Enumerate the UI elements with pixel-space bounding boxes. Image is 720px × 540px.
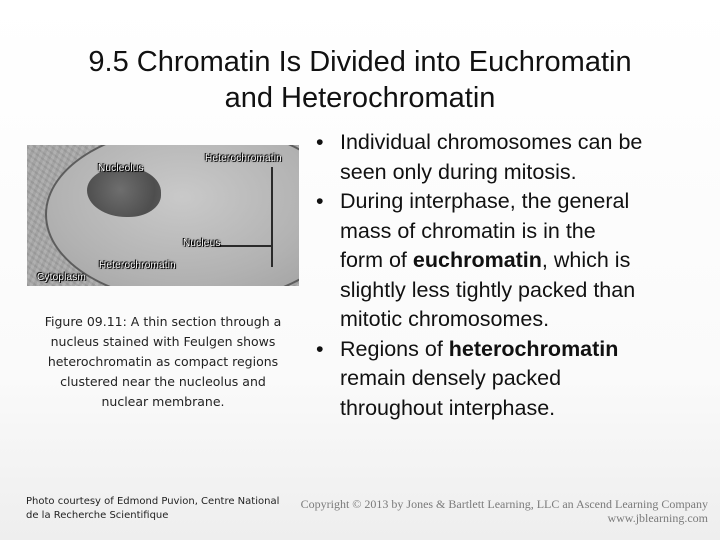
bullet-line (340, 246, 708, 276)
label-heterochromatin-bottom: Heterochromatin (99, 260, 176, 271)
figure-caption (20, 312, 306, 412)
slide-title-line: 9.5 Chromatin Is Divided into Euchromatin (88, 46, 632, 78)
bullet-line: seen only during mitosis. (340, 159, 577, 184)
copyright-notice (301, 497, 708, 525)
caption-line: nuclear membrane. (101, 394, 225, 409)
bullet-item (308, 128, 708, 187)
bullet-text: Regions of (340, 336, 449, 361)
bullet-marker: • (316, 189, 324, 213)
label-cytoplasm: Cytoplasm (37, 272, 87, 283)
caption-line: nucleus stained with Feulgen shows (50, 334, 276, 349)
slide-title-line: and Heterochromatin (224, 82, 496, 114)
nucleus-pointer-line (215, 245, 271, 247)
term-heterochromatin: heterochromatin (448, 336, 619, 361)
bullet-list (308, 128, 708, 423)
bullet-item (308, 335, 708, 424)
slide-title (20, 44, 700, 116)
bullet-line: mitotic chromosomes. (340, 307, 550, 331)
bullet-line: throughout interphase. (340, 395, 556, 420)
photo-credit (26, 495, 286, 523)
bullet-line: Individual chromosomes can be (340, 130, 643, 154)
bullet-marker: • (316, 336, 324, 361)
caption-line: heterochromatin as compact regions (47, 354, 279, 369)
caption-line: Figure 09.11: A thin section through a (44, 314, 282, 329)
credit-line: de la Recherche Scientifique (26, 510, 169, 521)
label-nucleus: Nucleus (183, 238, 221, 249)
label-nucleolus: Nucleolus (98, 163, 144, 174)
heterochromatin-pointer-line (271, 167, 273, 267)
bullet-item (308, 187, 708, 335)
bullet-line (340, 335, 708, 365)
nucleolus-region (87, 167, 161, 217)
bullet-line: mass of chromatin is in the (340, 218, 596, 243)
copyright-url: www.jblearning.com (607, 511, 708, 525)
credit-line: Photo courtesy of Edmond Puvion, Centre National (26, 496, 280, 507)
bullet-text: form of (340, 248, 413, 272)
bullet-line: remain densely packed (340, 366, 562, 390)
bullet-marker: • (316, 130, 324, 154)
bullet-line: slightly less tightly packed than (340, 277, 636, 302)
bullet-text: , which is (541, 248, 631, 272)
micrograph-image (27, 145, 299, 286)
bullet-line: During interphase, the general (340, 189, 630, 213)
caption-line: clustered near the nucleolus and (60, 374, 266, 389)
label-heterochromatin-top: Heterochromatin (205, 153, 282, 164)
term-euchromatin: euchromatin (412, 248, 542, 272)
copyright-line: Copyright © 2013 by Jones & Bartlett Learning, LLC an Ascend Learning Company (300, 497, 708, 511)
